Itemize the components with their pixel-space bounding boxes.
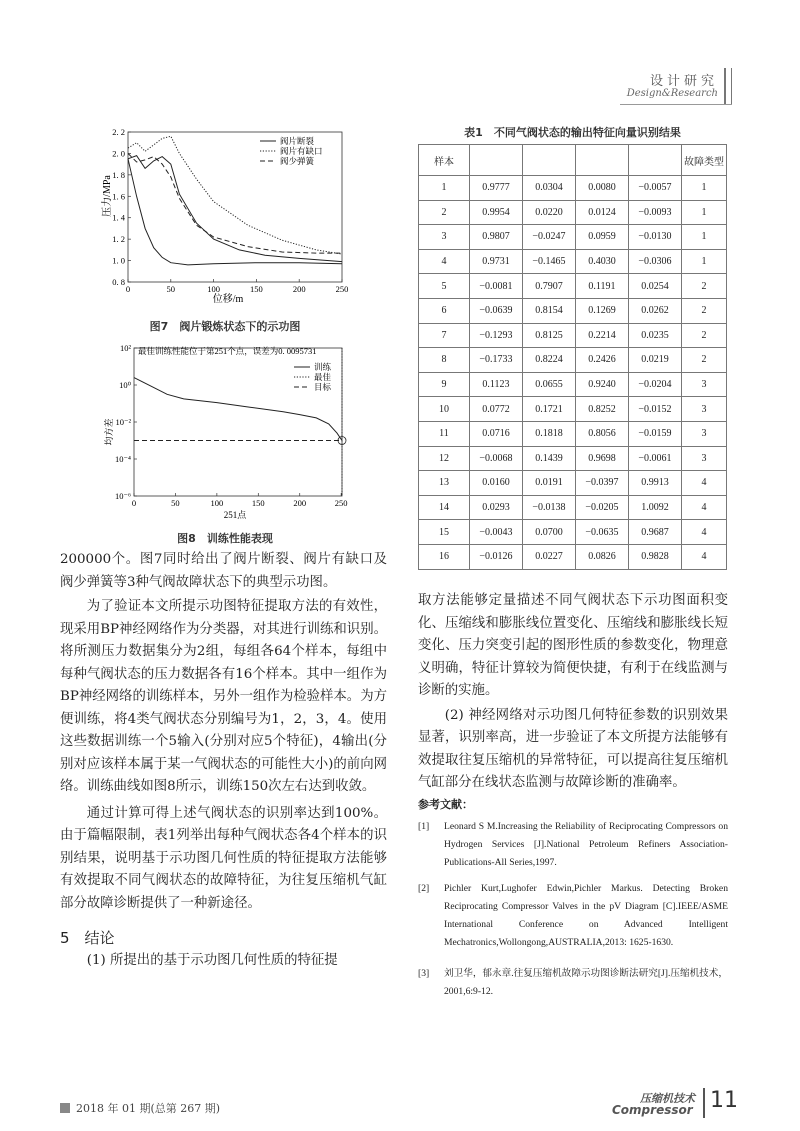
left-paragraph-2: 通过计算可得上述气阀状态的识别率达到100%。由于篇幅限制，表1列举出每种气阀状态各4个样本的识别结果，说明基于示功图几何性质的特征提取方法能够有效提取不同气阀状态的故障特征，为往复压缩机气缸部分故障诊断提供了一种新途径。 <box>60 805 387 911</box>
table-cell: 13 <box>419 471 470 496</box>
table-row <box>419 544 727 569</box>
figure-8-ytick-label: 10⁰ <box>119 380 131 390</box>
table-cell: 0.0959 <box>576 225 629 250</box>
right-paragraph-1: 取方法能够定量描述不同气阀状态下示功图面积变化、压缩线和膨胀线位置变化、压缩线和膨胀线长短变化、压力突变引起的图形性质的参数变化，物理意义明确，特征计算较为简便快捷，有利于在线监测与诊断的实施。 <box>418 593 728 698</box>
figure-7-legend-label: 阀少弹簧 <box>280 156 315 166</box>
table-cell: 4 <box>682 544 727 569</box>
header-bar-thin <box>731 68 732 104</box>
figure-7-xtick-label: 200 <box>292 284 306 294</box>
figure-8-xtick-label: 50 <box>171 498 180 508</box>
table-cell: 0.0124 <box>576 200 629 225</box>
table-cell: 0.0700 <box>523 520 576 545</box>
table-cell: 14 <box>419 495 470 520</box>
figure-8-legend-label: 目标 <box>314 382 332 392</box>
figure-7-ytick-label: 1. 6 <box>112 191 125 202</box>
table-cell: 0.0080 <box>576 176 629 201</box>
table-cell: −0.0138 <box>523 495 576 520</box>
table-cell: 0.1191 <box>576 274 629 299</box>
table-1 <box>418 144 727 570</box>
figure-8-chart <box>80 340 370 530</box>
table-cell: 3 <box>682 421 727 446</box>
figure-8-axes <box>134 348 342 496</box>
figure-7-legend-label: 阀片断裂 <box>280 136 315 146</box>
table-cell: −0.0068 <box>470 446 523 471</box>
table-cell: −0.0061 <box>629 446 682 471</box>
figure-7-xtick-label: 250 <box>335 284 349 294</box>
table-cell: 3 <box>682 372 727 397</box>
table-cell: 1 <box>682 200 727 225</box>
table-cell: 0.8224 <box>523 348 576 373</box>
table-cell: 2 <box>682 348 727 373</box>
table-cell: 11 <box>419 421 470 446</box>
table-cell: 0.0254 <box>629 274 682 299</box>
reference-number: [1] <box>418 821 430 832</box>
table-cell: 2 <box>682 298 727 323</box>
figure-8-xlabel: 251点 <box>223 510 247 520</box>
table-cell: 0.1721 <box>523 397 576 422</box>
table-cell: 1 <box>682 225 727 250</box>
table-row <box>419 274 727 299</box>
figure-8-ytick-label: 10⁻⁶ <box>115 491 131 501</box>
table-cell: 0.9954 <box>470 200 523 225</box>
figure-8-legend <box>294 362 332 392</box>
table-cell: −0.0043 <box>470 520 523 545</box>
figure-7-legend-label: 阀片有缺口 <box>280 146 323 156</box>
table-cell: 0.7907 <box>523 274 576 299</box>
table-cell: 0.0716 <box>470 421 523 446</box>
table-cell: 16 <box>419 544 470 569</box>
table-cell: 0.8252 <box>576 397 629 422</box>
figure-8-xtick-label: 200 <box>293 498 307 508</box>
reference-text: Leonard S M.Increasing the Reliability of Reciprocating Compressors on Hydrogen Services [J].National Petroleum Refiners Association-Publications-All Series,1997. <box>444 821 728 868</box>
table-cell: 15 <box>419 520 470 545</box>
figure-7-xtick-label: 0 <box>125 284 131 294</box>
table-cell: 0.1269 <box>576 298 629 323</box>
table-row <box>419 348 727 373</box>
figure-8-ytick-label: 10⁻² <box>115 417 131 427</box>
figure-8-series-line <box>134 378 342 441</box>
table-cell: 0.1123 <box>470 372 523 397</box>
left-paragraph-0: 200000个。图7同时给出了阀片断裂、阀片有缺口及阀少弹簧等3种气阀故障状态下的典型示功图。 <box>60 552 387 590</box>
table-cell: 0.0826 <box>576 544 629 569</box>
table-cell: 0.9731 <box>470 249 523 274</box>
reference-text: Pichler Kurt,Lughofer Edwin,Pichler Markus. Detecting Broken Reciprocating Compressor Valves in the pV Diagram [C].IEEE/ASME International Conference on Advanced Intelligent Mechatronics,Wollongong,AUSTRALIA,2013: 1625-1630. <box>444 883 728 948</box>
table-cell: 1 <box>682 249 727 274</box>
figure-8-caption: 图8 训练性能表现 <box>177 532 273 545</box>
table-row <box>419 520 727 545</box>
table-row <box>419 323 727 348</box>
table-cell: 6 <box>419 298 470 323</box>
table-cell: −0.0130 <box>629 225 682 250</box>
table-cell: 2 <box>419 200 470 225</box>
figure-8-xtick-label: 150 <box>251 498 265 508</box>
figure-7-ytick-label: 1. 8 <box>112 169 125 180</box>
table-header-cell: 故障类型 <box>682 145 727 176</box>
table-cell: 9 <box>419 372 470 397</box>
table-cell: −0.1293 <box>470 323 523 348</box>
figure-7-chart <box>80 118 370 318</box>
footer-bar <box>703 1088 705 1118</box>
table-row <box>419 249 727 274</box>
table-cell: −0.0152 <box>629 397 682 422</box>
reference-text: 刘卫华，郁永章.往复压缩机故障示功图诊断法研究[J].压缩机技术，2001,6:9-12. <box>444 968 728 997</box>
table-cell: 1 <box>419 176 470 201</box>
table-cell: 0.0220 <box>523 200 576 225</box>
footer-issue: 2018 年 01 期(总第 267 期) <box>76 1102 221 1115</box>
table-cell: −0.0306 <box>629 249 682 274</box>
table-header-cell <box>523 145 576 176</box>
table-cell: 0.8125 <box>523 323 576 348</box>
table-cell: 0.0227 <box>523 544 576 569</box>
table-cell: 4 <box>682 520 727 545</box>
table-cell: −0.0081 <box>470 274 523 299</box>
table-cell: 0.9807 <box>470 225 523 250</box>
reference-number: [2] <box>418 883 430 894</box>
page-number: 11 <box>710 1088 738 1113</box>
table-cell: 12 <box>419 446 470 471</box>
table-cell: −0.0057 <box>629 176 682 201</box>
table-cell: 7 <box>419 323 470 348</box>
figure-7-ytick-label: 0. 8 <box>112 277 125 287</box>
table-cell: 0.2214 <box>576 323 629 348</box>
table-header-cell <box>576 145 629 176</box>
table-row <box>419 176 727 201</box>
table-row <box>419 446 727 471</box>
table-cell: −0.0639 <box>470 298 523 323</box>
table-cell: 0.1439 <box>523 446 576 471</box>
table-cell: −0.0397 <box>576 471 629 496</box>
figure-8-plot-frame <box>134 348 342 496</box>
table-header-cell <box>470 145 523 176</box>
table-cell: 0.0304 <box>523 176 576 201</box>
table-cell: 2 <box>682 323 727 348</box>
table-cell: 0.0772 <box>470 397 523 422</box>
table-cell: −0.1465 <box>523 249 576 274</box>
table-cell: 0.9698 <box>576 446 629 471</box>
journal-logo-en: Compressor <box>612 1103 693 1117</box>
table-cell: 1 <box>682 176 727 201</box>
table-cell: −0.0126 <box>470 544 523 569</box>
figure-7-ylabel: 压力/MPa <box>102 175 113 217</box>
figure-8-xtick-label: 0 <box>131 498 137 508</box>
table-cell: 4 <box>682 495 727 520</box>
table-row <box>419 200 727 225</box>
table-row <box>419 225 727 250</box>
table-cell: 0.0262 <box>629 298 682 323</box>
figure-8-ylabel: 均方差 <box>104 418 114 446</box>
header-bar <box>724 68 726 104</box>
table-cell: 3 <box>682 446 727 471</box>
table-cell: −0.0247 <box>523 225 576 250</box>
table-cell: 0.4030 <box>576 249 629 274</box>
figure-8-ticks <box>115 343 347 508</box>
table-cell: 0.8154 <box>523 298 576 323</box>
figure-7-xtick-label: 100 <box>207 284 220 294</box>
table-cell: 3 <box>419 225 470 250</box>
figure-7-xtick-label: 150 <box>250 284 263 294</box>
figure-7-caption: 图7 阀片锻炼状态下的示功图 <box>149 320 301 333</box>
table-cell: 10 <box>419 397 470 422</box>
table-cell: 0.0655 <box>523 372 576 397</box>
table-row <box>419 495 727 520</box>
figure-8-legend-label: 最佳 <box>314 372 332 382</box>
footer-square <box>60 1103 70 1113</box>
table-cell: 0.9687 <box>629 520 682 545</box>
table-cell: 0.1818 <box>523 421 576 446</box>
figure-7-ytick-label: 2. 0 <box>112 148 125 159</box>
table-cell: −0.0205 <box>576 495 629 520</box>
table-cell: 8 <box>419 348 470 373</box>
table-cell: 0.0219 <box>629 348 682 373</box>
figure-7-series-line <box>128 156 342 262</box>
figure-7-ytick-label: 1. 4 <box>112 212 125 223</box>
left-paragraph-1: 为了验证本文所提示功图特征提取方法的有效性，现采用BP神经网络作为分类器，对其进行训练和识别。将所测压力数据集分为2组，每组各64个样本，每组中每种气阀状态的压力数据各有16个样本。其中一组作为BP神经网络的训练样本，另外一组作为检验样本。为方便训练，将4类气阀状态分别编号为1，2，3，4。使用这些数据训练一个5输入(分别对应5个特征)，4输出(分别对应该样本属于某一气阀状态的可能性大小)的前向网络。训练曲线如图8所示，训练150次左右达到收敛。 <box>60 599 387 794</box>
figure-7-xtick-label: 50 <box>166 284 176 294</box>
table-cell: 1.0092 <box>629 495 682 520</box>
reference-item <box>418 818 728 872</box>
figure-7-legend <box>260 136 323 166</box>
figure-7-series-line <box>128 153 342 253</box>
table-cell: 0.9240 <box>576 372 629 397</box>
table-cell: 0.9913 <box>629 471 682 496</box>
table-row <box>419 421 727 446</box>
figure-8-legend-label: 训练 <box>314 362 332 372</box>
table-row <box>419 372 727 397</box>
table-cell: −0.0159 <box>629 421 682 446</box>
table-cell: 4 <box>419 249 470 274</box>
table-row <box>419 471 727 496</box>
table-cell: 0.8056 <box>576 421 629 446</box>
figure-8-ytick-label: 10² <box>119 343 131 353</box>
figure-7-ytick-label: 2. 2 <box>112 127 125 137</box>
figure-7-xlabel: 位移/m <box>212 294 244 305</box>
reference-number: [3] <box>418 968 430 979</box>
figure-7-series-line <box>128 159 342 265</box>
table-cell: −0.0635 <box>576 520 629 545</box>
figure-8-xtick-label: 100 <box>210 498 224 508</box>
references-title: 参考文献： <box>418 798 473 811</box>
figure-8-ytick-label: 10⁻⁴ <box>115 454 131 464</box>
table-cell: 0.0191 <box>523 471 576 496</box>
section-title-cn: 设计研究 <box>649 74 718 89</box>
figure-8-xtick-label: 250 <box>334 498 348 508</box>
figure-8-annotation: 最佳训练性能位于第251个点，误差为0. 0095731 <box>138 346 317 356</box>
table-cell: 0.9828 <box>629 544 682 569</box>
table-cell: 5 <box>419 274 470 299</box>
table-cell: 0.0293 <box>470 495 523 520</box>
table-cell: −0.1733 <box>470 348 523 373</box>
section-heading-conclusion: 5 结论 <box>60 929 115 947</box>
table-1-caption: 表1 不同气阀状态的输出特征向量识别结果 <box>464 126 681 139</box>
reference-item <box>418 965 728 1001</box>
right-paragraph-2: (2) 神经网络对示功图几何特征参数的识别效果显著，识别率高，进一步验证了本文所提方法能够有效提取往复压缩机的异常特征，可以提高往复压缩机气缸部分在线状态监测与故障诊断的准确率。 <box>418 707 728 790</box>
figure-7-ytick-label: 1. 0 <box>112 255 125 266</box>
journal-logo-cn: 压缩机技术 <box>640 1092 695 1105</box>
section-title-en: Design&Research <box>626 88 718 99</box>
table-cell: 2 <box>682 274 727 299</box>
table-header-cell <box>629 145 682 176</box>
reference-item <box>418 880 728 952</box>
table-header-row <box>419 145 727 176</box>
table-cell: 0.9777 <box>470 176 523 201</box>
header-rule <box>620 104 732 105</box>
table-row <box>419 397 727 422</box>
table-cell: 4 <box>682 471 727 496</box>
table-header-cell: 样本 <box>419 145 470 176</box>
table-row <box>419 298 727 323</box>
table-cell: 3 <box>682 397 727 422</box>
figure-7-ytick-label: 1. 2 <box>112 234 125 245</box>
table-cell: −0.0204 <box>629 372 682 397</box>
table-cell: 0.0235 <box>629 323 682 348</box>
left-paragraph-3: (1) 所提出的基于示功图几何性质的特征提 <box>86 952 338 968</box>
table-cell: 0.0160 <box>470 471 523 496</box>
table-cell: 0.2426 <box>576 348 629 373</box>
table-cell: −0.0093 <box>629 200 682 225</box>
